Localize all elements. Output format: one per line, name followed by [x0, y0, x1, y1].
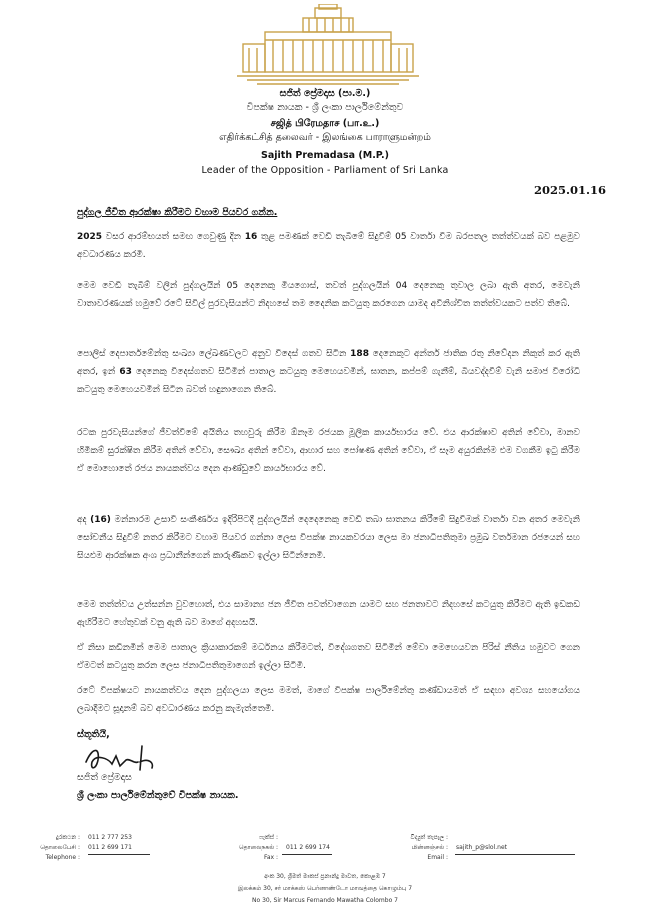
paragraph-8: රටේ විපක්ෂයට නායකත්වය දෙන පුද්ගලයා ලෙස මමත්, මාගේ විපක්ෂ පාර්ලිමේන්තු කණ්ඩායමත් ඒ සඳහා අවශ්‍ය සහයෝගය ලබාදීමට සූදානම් බව අවධාරණය කරනු කැමැත්තෙමි. — [77, 686, 580, 714]
p3-text-a: පොලිස් දෙපාර්තමේන්තු සංඛ්‍යා ලේඛණවලට අනුව විදෙස් ගතව සිටින — [77, 349, 351, 359]
footer-divider-2 — [282, 854, 332, 855]
letter-date: 2025.01.16 — [533, 183, 606, 197]
parliament-logo — [237, 4, 419, 88]
p3-text-c: දෙනෙකු විදෙස්ගතව සිටිමින් පාතාල කටයුතු මෙහෙයවමින්, ඝාතන, කප්පම් ගැනීම්, බියවද්දවීම් වැනි සමාජ විරෝධී කටයුතු මෙහෙයවමින් සිටින බවත් හඳුනාගෙන තිබේ. — [77, 367, 580, 395]
p5-date: (16) — [90, 515, 111, 525]
fax-label-ta: தொலைநகல் : — [239, 844, 278, 851]
email-label-en: Email : — [427, 854, 448, 861]
p3-count-a: 188 — [350, 349, 369, 359]
header-name-english: Sajith Premadasa (M.P.) — [261, 150, 389, 161]
tel-label-si: දුරකථන : — [55, 834, 80, 841]
paragraph-1 — [77, 228, 580, 264]
p3-text-b: දෙනෙකුට අන්තර් ජාතික රතු නිවේදන නිකුත් කර ඇති අතර, ඉන් — [77, 349, 580, 377]
email-label-ta: மின்னஞ்சல் : — [411, 844, 448, 851]
p3-count-b: 63 — [119, 367, 132, 377]
fax-label-en: Fax : — [263, 854, 278, 861]
paragraph-4: රටක පුරවැසියන්ගේ ජීවත්වීමේ අයිතිය තහවුරු කිරීම ඕනෑම රජයක මූලික කාර්යභාරය වේ. එය ආරක්ෂාව අතින් වේවා, මානව හිමිකම් සුරක්ෂිත කිරීම අතින් වේවා, සෞඛ්‍ය අතින් වේවා, ආහාර සහ පෝෂණ අතින් වේවා, ඒ සෑම අයුරකින්ම එම වගකීම ඉටු කිරීම ඒ මොහොතේ රජය නායකත්වය දෙන ආණ්ඩුවේ කාර්යභාරය වේ. — [77, 428, 580, 474]
paragraph-5 — [77, 511, 580, 565]
signatory-title: ශ්‍රී ලංකා පාර්ලිමේන්තුවේ විපක්ෂ නායක. — [77, 790, 239, 801]
paragraph-2: මෙම වෙඩි තැබීම් වලින් පුද්ගලයින් 05 දෙනෙකු මියගොස්, තවත් පුද්ගලයින් 04 දෙනෙකු තුවාල ලබා ඇති අතර, මෙවැනි වාතාවරණයක් හමුවේ රටේ සිවිල් පුරවැසියන්ට නිදහසේ තම දෛනික කටයුතු කරගෙන යාමද අවිනිශ්චිත තත්ත්වයකට පත්ව තිබේ. — [77, 281, 580, 309]
header-name-sinhala: සජිත් ප්‍රේමදාස (පා.ම.) — [279, 88, 371, 99]
tel-label-en: Telephone : — [45, 854, 80, 861]
tel-number-2: 011 2 699 171 — [88, 844, 132, 851]
header-title-sinhala: විපක්ෂ නායක - ශ්‍රී ලංකා පාර්ලිමේන්තුව — [246, 102, 404, 113]
tel-label-ta: தொலைபேசி : — [40, 844, 80, 851]
footer-telephone — [32, 833, 132, 863]
email-address[interactable]: sajith_p@slol.net — [456, 844, 507, 851]
p1-year: 2025 — [77, 232, 103, 242]
p5-text-b: මන්නාරම උසාවි සංකීර්ණය ඉදිරිපිටදී පුද්ගලයින් දෙදෙනෙකු වෙඩි තබා ඝාතනය කිරීමේ සිදුවීමක් වාර්තා වන අතර මෙවැනි සෝචනීය සිදුවීම් නතර කිරීමට වහාම පියවර ගන්නා ලෙස විපක්ෂ නායකවරයා ලෙස මා ජනාධිපතිතුමා ප්‍රමුඛ වර්තමාන රජයෙන් සහ සියළුම ආරක්ෂක අංශ ප්‍රධානීන්ගෙන් කාරුණිකව ඉල්ලා සිටින්නෙමි. — [77, 515, 580, 561]
paragraph-7: ඒ නිසා කඩිනමින් මෙම පාතාල ක්‍රියාකාරකම් මර්ධනය කිරීමටත්, විදේශගතව සිටිමින් මේවා මෙහෙයවන පිරිස් නීතිය හමුවට ගෙන ඒමටත් කටයුතු කරන ලෙස ජනාධිපතිතුමාගෙන් ඉල්ලා සිටිමි. — [77, 643, 580, 671]
letter-subject: පුද්ගල ජීවිත ආරක්ෂා කිරීමට වහාම පියවර ගන්න. — [77, 207, 278, 218]
p1-days: 16 — [244, 232, 258, 242]
paragraph-6: මෙම තත්ත්වය උත්සන්න වුවහොත්, එය සාමාන්‍ය ජන ජීවිත පවත්වාගෙන යාමට සහ ජනතාවට නිදහසේ කටයුතු කිරීමට ඇති ඉඩකඩ ඇහිරීමට හේතුවක් වනු ඇති බව මාගේ අදහසයි. — [77, 600, 580, 628]
p5-text-a: අද — [77, 515, 91, 525]
p1-text-b: තුළ පමණක් වෙඩි තැබීමේ සිදුවීම් 05 වාර්තා වීම බරපතල තත්ත්වයක් බව පළමුව අවධාරණය කරමි. — [77, 232, 580, 260]
address-english: No 30, Sir Marcus Fernando Mawatha Colombo 7 — [252, 897, 398, 904]
footer-divider-1 — [88, 854, 150, 855]
header-name-tamil: சஜித் பிரேமதாச (பா.உ.) — [270, 118, 380, 129]
address-sinhala: අංක 30, ශ්‍රීමත් මාකස් ප්‍රනාන්දු මාවත, කොළඹ 7 — [264, 873, 386, 880]
tel-number-1: 011 2 777 253 — [88, 834, 132, 841]
footer-email — [400, 833, 507, 863]
address-tamil: இலக்கம் 30, சர் மாக்கஸ் பெர்னாண்டோ மாவத்தை கொழும்பு 7 — [237, 885, 413, 892]
fax-number: 011 2 699 174 — [286, 844, 330, 851]
header-title-tamil: எதிர்க்கட்சித் தலைவர் - இலங்கை பாராளுமன்றம் — [219, 132, 431, 143]
fax-label-si: ෆැක්ස් : — [259, 834, 278, 841]
footer-divider-3 — [455, 854, 575, 855]
footer-fax — [230, 833, 330, 863]
header-title-english: Leader of the Opposition - Parliament of Sri Lanka — [201, 165, 449, 176]
closing-thanks: ස්තූතියි, — [77, 729, 110, 740]
paragraph-3 — [77, 345, 580, 399]
p1-text-a: වසර ආරම්භයත් සමඟ ගෙවුණු දින — [102, 232, 245, 242]
signatory-name: සජිත් ප්‍රේමදාස — [77, 772, 132, 783]
email-label-si: විද්‍යුත් තැපෑල : — [410, 834, 448, 841]
